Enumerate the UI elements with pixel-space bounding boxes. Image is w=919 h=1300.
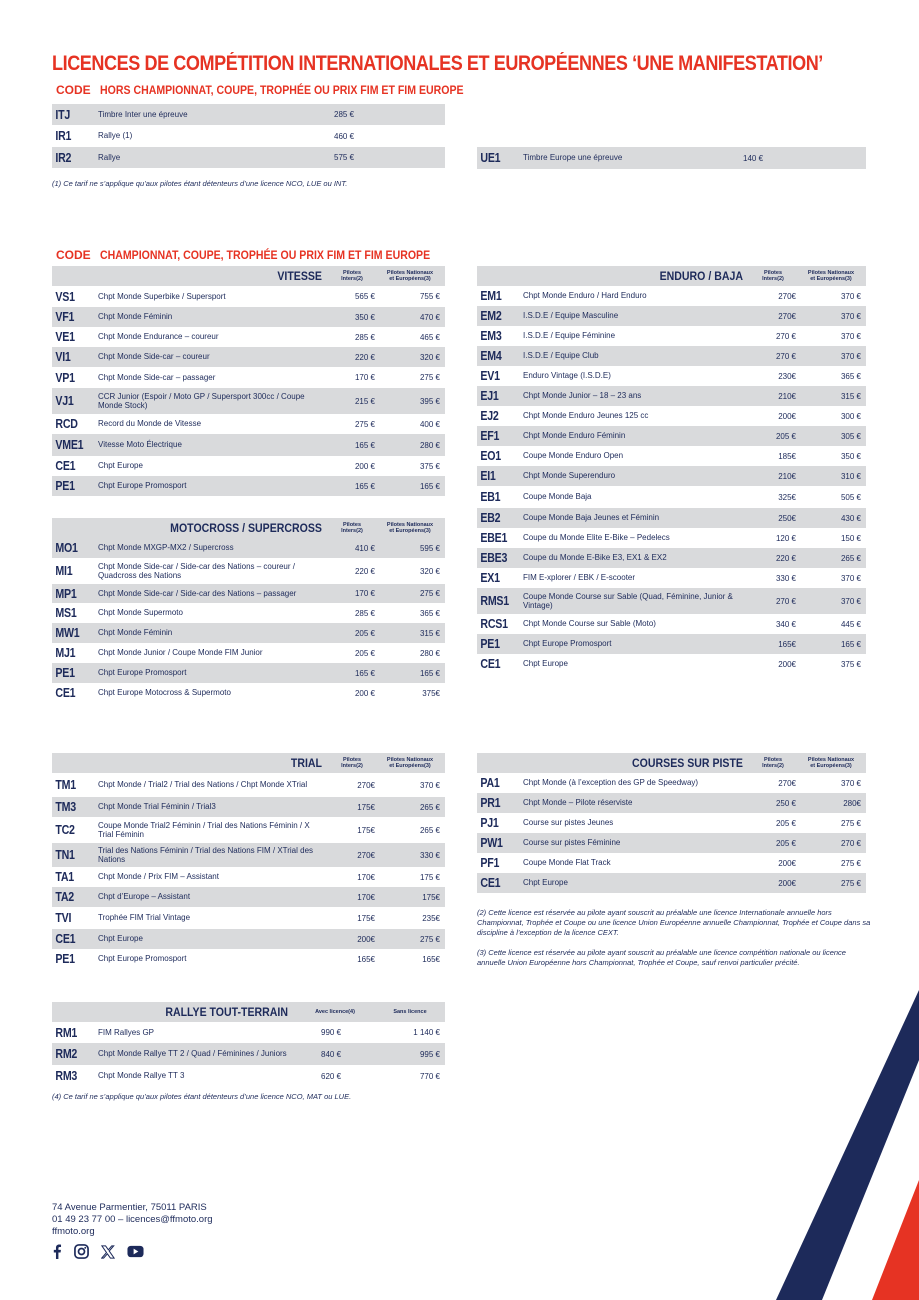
col-header-inter-line2: Inters(2) [341,528,363,534]
row-price-inter: 210€ [778,391,796,401]
row-price-national: 165 € [840,639,861,649]
row-code: EF1 [480,429,500,443]
footer-address: 74 Avenue Parmentier, 75011 PARIS [52,1202,207,1213]
row-price-inter: 170€ [357,892,375,902]
row-price-national: 350 € [840,451,861,461]
row-price-inter: 840 € [321,1049,342,1059]
row-label: Rallye (1) [98,131,133,141]
row-price-national: 235€ [422,913,440,923]
footer-phone-email[interactable]: 01 49 23 77 00 – licences@ffmoto.org [52,1214,213,1225]
row-price-inter: 175€ [357,802,375,812]
row-code: CE1 [55,686,76,700]
row-price-inter: 170 € [354,589,375,598]
row-label: Coupe Monde Baja Jeunes et Féminin [523,513,660,523]
row-label: Coupe Monde Baja [523,492,592,502]
row-code: TA1 [55,870,74,884]
row-label: Trial des Nations Féminin / Trial des Nations FIM / XTrial des Nations [98,845,314,864]
row-price-national: 280 € [419,440,440,450]
row-price-inter: 340 € [775,619,796,629]
row-price-national: 275 € [840,818,861,828]
section2-heading: CHAMPIONNAT, COUPE, TROPHÉE OU PRIX FIM ET FIM EUROPE [100,248,431,262]
col-header-national-line1: Pilotes Nationaux [386,756,434,763]
col-header-national-line1: Pilotes Nationaux [807,756,855,763]
row-price-inter: 205 € [354,648,375,658]
row-price-national: 470 € [419,312,440,322]
row-code: RM3 [55,1069,78,1083]
row-label: Chpt Europe Promosport [98,481,187,491]
row-price: 140 € [743,153,764,163]
col-header-inter-line1: Pilotes [342,521,362,528]
row-code: UE1 [480,151,501,165]
col-header-national-line1: Pilotes Nationaux [807,269,855,276]
row-price-national: 265 € [419,802,440,812]
row-price-inter: 270 € [775,351,796,361]
section1-heading: HORS CHAMPIONNAT, COUPE, TROPHÉE OU PRIX FIM ET FIM EUROPE [100,83,464,97]
row-label: Coupe Monde Enduro Open [523,451,624,461]
row-price-national: 275 € [840,878,861,888]
row-price-inter: 275 € [354,419,375,429]
row-label: Chpt Europe Promosport [98,954,187,964]
row-code: TA2 [55,890,74,904]
row-code: RMS1 [480,594,509,608]
row-code: IR1 [55,129,72,143]
row-price-national: 165 € [419,481,440,491]
row-label: Timbre Europe une épreuve [523,153,623,163]
row-price-national: 375 € [840,659,861,669]
row-price-inter: 200 € [354,688,375,698]
row-price-national: 375€ [422,688,440,698]
row-price-inter: 285 € [354,332,375,342]
row-price-inter: 215 € [354,396,375,406]
col-header-national-line2: et Européens(3) [389,528,431,534]
col-header-national-line1: Pilotes Nationaux [386,269,434,276]
row-price-national: 275 € [840,858,861,868]
table-title: RALLYE TOUT-TERRAIN [165,1005,288,1019]
row-price-inter: 220 € [354,566,375,576]
col-header-inter-line1: Pilotes [763,269,783,276]
row-price-inter: 270€ [778,291,796,301]
row-code: PA1 [480,776,500,790]
row-price-inter: 165 € [354,668,375,678]
row-price-inter: 410 € [354,543,375,553]
row-code: RM1 [55,1025,78,1040]
col-header-national-line2: et Européens(3) [810,276,852,282]
table-title: COURSES SUR PISTE [632,756,743,770]
row-price-national: 370 € [840,573,861,583]
row-code: TM3 [55,800,76,814]
row-label: Chpt Monde Enduro Féminin [523,431,626,441]
row-price-national: 370 € [840,311,861,321]
row-label: Coupe du Monde Elite E-Bike – Pedelecs [523,533,670,543]
row-code: VS1 [55,289,75,304]
row-price-national: 275 € [419,934,440,944]
row-code: TC2 [55,823,75,837]
col-header-inter-line2: Inters(2) [341,763,363,769]
row-label: Chpt Monde Side-car – passager [98,372,216,382]
row-code: RM2 [55,1047,78,1061]
row-label: Chpt Monde / Prix FIM – Assistant [98,872,219,882]
row-label: Chpt Monde Féminin [98,628,173,638]
row-code: EI1 [480,469,496,483]
page-title: LICENCES DE COMPÉTITION INTERNATIONALES ET EUROPÉENNES ‘UNE MANIFESTATION’ [52,52,823,75]
row-code: MS1 [55,606,77,620]
row-code: EO1 [480,449,501,463]
row-label: Chpt Monde Rallye TT 3 [98,1071,185,1081]
row-price-inter: 205 € [354,628,375,638]
row-label: CCR Junior (Espoir / Moto GP / Supersport 300cc / Coupe Monde Stock) [98,391,305,410]
row-price-inter: 330 € [775,573,796,583]
row-label: I.S.D.E / Equipe Masculine [523,311,619,321]
row-label: Chpt Europe [98,934,143,944]
row-code: MW1 [55,626,80,640]
row-price-inter: 270€ [357,850,375,860]
row-price-inter: 220 € [354,352,375,362]
row-price-inter: 270€ [778,311,796,321]
col-header-inter-line1: Pilotes [342,269,362,276]
row-code: CE1 [480,876,501,890]
col-header-inter-line1: Pilotes [763,756,783,763]
row-code: CE1 [55,932,76,946]
row-price-national: 150 € [840,533,861,543]
row-price-national: 165€ [422,954,440,964]
footer-website[interactable]: ffmoto.org [52,1226,95,1237]
row-label: Chpt Europe Motocross & Supermoto [98,688,231,698]
row-label: Chpt Europe [523,659,568,669]
row-price-national: 275 € [419,589,440,598]
row-price-inter: 175€ [357,825,375,835]
row-code: EB2 [480,511,501,525]
row-price-inter: 200€ [778,878,796,888]
row-price-inter: 270€ [357,780,375,790]
row-label: I.S.D.E / Equipe Club [523,351,599,361]
row-price-national: 365 € [840,371,861,381]
row-label: Chpt Monde Féminin [98,312,173,322]
row-price-inter: 220 € [775,553,796,563]
row-price-national: 465 € [419,332,440,342]
row-label: Chpt Monde Superenduro [523,471,616,481]
row-label: Enduro Vintage (I.S.D.E) [523,371,611,381]
row-price-national: 280 € [419,648,440,658]
row-price-inter: 270€ [778,778,796,788]
row-code: VJ1 [55,394,74,408]
rallye-note: (4) Ce tarif ne s’applique qu’aux pilotes étant détenteurs d’une licence NCO, MAT ou LUE. [52,1092,352,1101]
row-price-national: 265 € [840,553,861,563]
row-label: Chpt Europe Promosport [523,639,612,649]
row-label: Course sur pistes Jeunes [523,818,614,828]
section1-code-label: CODE [56,83,91,97]
row-price-inter: 175€ [357,913,375,923]
row-price-inter: 350 € [354,312,375,322]
row-label: Chpt Monde Side-car / Side-car des Nations – passager [98,588,297,598]
row-price: 575 € [334,153,355,162]
row-price-inter: 205 € [775,431,796,441]
row-price-national: 300 € [840,411,861,421]
row-code: ITJ [55,107,70,122]
row-price-inter: 200€ [778,659,796,669]
row-price-national: 320 € [419,352,440,362]
col-header-national-line1: Pilotes Nationaux [386,521,434,528]
row-label: Chpt Monde Course sur Sable (Moto) [523,619,656,629]
row-label: I.S.D.E / Equipe Féminine [523,331,616,341]
row-price-national: 995 € [419,1049,440,1059]
row-code: PE1 [55,479,75,493]
row-code: PE1 [55,952,75,966]
row-price-national: 375 € [419,461,440,471]
row-code: EJ1 [480,389,499,403]
row-code: MP1 [55,586,77,601]
row-label: Chpt Monde – Pilote réserviste [523,798,633,808]
row-code: EJ2 [480,409,499,423]
row-price-inter: 250 € [775,798,796,808]
row-code: EBE1 [480,531,508,545]
row-price-inter: 230€ [778,371,796,381]
row-code: EM3 [480,329,502,343]
row-price-national: 370 € [840,351,861,361]
row-price-national: 445 € [840,619,861,629]
row-price-national: 595 € [419,543,440,553]
row-label: Chpt Monde Superbike / Supersport [98,291,226,301]
row-code: VE1 [55,330,75,344]
row-code: VI1 [55,350,71,364]
row-label: Coupe Monde Flat Track [523,858,611,868]
row-price-national: 310 € [840,471,861,481]
row-code: MI1 [55,564,73,578]
row-price: 285 € [334,110,355,119]
row-label: Chpt Monde Endurance – coureur [98,332,219,342]
row-price-national: 165 € [419,668,440,678]
row-price: 460 € [334,131,355,141]
row-code: EBE3 [480,551,508,565]
row-label: Coupe Monde Course sur Sable (Quad, Féminine, Junior & Vintage) [523,591,733,610]
row-label: FIM Rallyes GP [98,1027,155,1037]
row-label: Chpt Monde Side-car / Side-car des Nations – coureur / Quadcross des Nations [98,561,295,580]
row-code: VP1 [55,370,75,385]
row-code: CE1 [55,459,76,473]
row-code: RCD [55,417,78,431]
row-price-national: 275 € [419,373,440,382]
row-price-inter: 270 € [775,331,796,341]
row-price-national: 320 € [419,566,440,576]
row-code: EM2 [480,309,502,323]
row-code: MO1 [55,541,78,555]
note-3: (3) Cette licence est réservée au pilote ayant souscrit au préalable une licence compétition nationale ou licence annuelle Union Européenne hors Championnat, Trophée et Coupe, sauf renvoi particulier précité. [477,948,846,967]
row-label: Chpt d’Europe – Assistant [98,892,191,902]
row-code: VF1 [55,310,75,324]
row-label: Course sur pistes Féminine [523,838,621,848]
row-code: PR1 [480,796,501,810]
row-price-national: 315 € [840,391,861,401]
row-price-inter: 170€ [357,872,375,882]
row-code: RCS1 [480,617,508,631]
col-header-national-line2: et Européens(3) [389,276,431,282]
row-price-national: 370 € [840,331,861,341]
row-label: Chpt Monde Junior / Coupe Monde FIM Junior [98,648,263,658]
row-price-national: 305 € [840,431,861,441]
row-code: CE1 [480,657,501,671]
row-price-national: 395 € [419,396,440,406]
row-code: TM1 [55,778,76,792]
row-price-national: 1 140 € [413,1028,440,1037]
row-price-national: 370 € [419,780,440,790]
row-code: EM1 [480,289,502,303]
row-code: PJ1 [480,816,499,830]
row-price-national: 280€ [843,798,861,808]
row-price-inter: 165€ [778,639,796,649]
row-price-inter: 990 € [321,1028,342,1037]
row-price-inter: 165 € [354,440,375,450]
row-price-national: 330 € [419,850,440,860]
row-price-inter: 200€ [778,858,796,868]
row-price-inter: 165€ [357,954,375,964]
row-label: Trophée FIM Trial Vintage [98,913,191,923]
row-label: Coupe du Monde E-Bike E3, EX1 & EX2 [523,553,667,563]
col-header-national-line2: et Européens(3) [389,763,431,769]
section2-code-label: CODE [56,248,91,262]
row-code: PE1 [55,666,75,680]
row-code: PF1 [480,856,500,870]
row-label: Record du Monde de Vitesse [98,419,202,429]
row-price-national: 265 € [419,825,440,835]
row-label: Vitesse Moto Électrique [98,440,182,450]
row-price-national: 175 € [419,872,440,882]
row-price-inter: 165 € [354,481,375,491]
row-price-inter: 170 € [354,373,375,382]
row-label: Chpt Monde / Trial2 / Trial des Nations / Chpt Monde XTrial [98,780,308,790]
row-label: Chpt Monde Rallye TT 2 / Quad / Féminines / Juniors [98,1049,287,1059]
row-price-inter: 250€ [778,513,796,523]
row-price-inter: 120 € [775,533,796,543]
table-title: ENDURO / BAJA [659,269,743,283]
row-label: Chpt Monde Trial Féminin / Trial3 [98,802,216,812]
table-title: TRIAL [290,756,322,770]
row-label: Chpt Monde Supermoto [98,608,183,618]
row-label: Chpt Monde Side-car – coureur [98,352,210,362]
row-code: PE1 [480,637,500,651]
row-label: Timbre Inter une épreuve [98,109,188,119]
row-label: Chpt Monde Enduro / Hard Enduro [523,291,647,301]
row-code: TVI [55,911,72,925]
row-price-national: 430 € [840,513,861,523]
row-code: IR2 [55,150,72,165]
row-label: Chpt Monde Junior – 18 – 23 ans [523,391,642,401]
row-price-inter: 200€ [778,411,796,421]
row-label: Chpt Europe Promosport [98,668,187,678]
row-price-inter: 205 € [775,818,796,828]
row-code: EB1 [480,490,501,504]
row-price-national: 370 € [840,291,861,301]
col-header-inter-line2: Inters(2) [341,276,363,282]
row-price-national: 315 € [419,628,440,638]
row-label: Chpt Monde (à l’exception des GP de Speedway) [523,778,699,788]
row-price-national: 505 € [840,492,861,502]
row-price-inter: 205 € [775,838,796,848]
row-code: VME1 [55,438,84,452]
row-price-inter: 285 € [354,608,375,618]
row-code: TN1 [55,848,75,862]
note-2: (2) Cette licence est réservée au pilote ayant souscrit au préalable une licence Internationale annuelle hors Championnat, Trophée et Coupe ou une licence Union Européenne annuelle Championnat, Trophée et Coupe dans sa discipline à l’exception de la licence CEXT. [477,908,871,937]
red-stripe [872,1180,919,1300]
col-header-inter-line2: Inters(2) [762,763,784,769]
row-code: EV1 [480,369,500,383]
row-price-inter: 270 € [775,596,796,606]
row-label: Rallye [98,152,121,162]
row-label: Chpt Monde MXGP-MX2 / Supercross [98,543,234,553]
row-price-inter: 200€ [357,934,375,944]
row-price-national: 370 € [840,596,861,606]
row-price-national: 400 € [419,419,440,429]
row-label: Chpt Europe [98,461,143,471]
row-label: Chpt Europe [523,878,568,888]
row-code: EX1 [480,571,500,585]
row-label: Chpt Monde Enduro Jeunes 125 cc [523,411,649,421]
row-price-inter: 325€ [778,492,796,502]
row-price-inter: 565 € [354,292,375,301]
row-price-national: 175€ [422,892,440,902]
section1-note: (1) Ce tarif ne s’applique qu’aux pilotes étant détenteurs d’une licence NCO, LUE ou INT. [52,179,348,188]
row-price-national: 370 € [840,778,861,788]
row-price-national: 770 € [419,1071,440,1081]
row-price-national: 365 € [419,608,440,618]
col-header-inter: Avec licence(4) [315,1008,355,1015]
row-code: MJ1 [55,646,76,660]
col-header-inter-line2: Inters(2) [762,276,784,282]
row-price-national: 270 € [840,838,861,848]
row-code: EM4 [480,349,502,363]
table-title: VITESSE [277,269,322,283]
table-title: MOTOCROSS / SUPERCROSS [170,521,322,535]
col-header-inter-line1: Pilotes [342,756,362,763]
col-header-national: Sans licence [393,1008,427,1015]
row-price-national: 755 € [419,292,440,301]
row-price-inter: 210€ [778,471,796,481]
row-price-inter: 185€ [778,451,796,461]
row-label: Coupe Monde Trial2 Féminin / Trial des Nations Féminin / X Trial Féminin [98,820,310,839]
row-price-inter: 620 € [321,1071,342,1081]
row-price-inter: 200 € [354,461,375,471]
row-code: PW1 [480,836,503,850]
row-label: FIM E-xplorer / EBK / E-scooter [523,573,636,583]
col-header-national-line2: et Européens(3) [810,763,852,769]
